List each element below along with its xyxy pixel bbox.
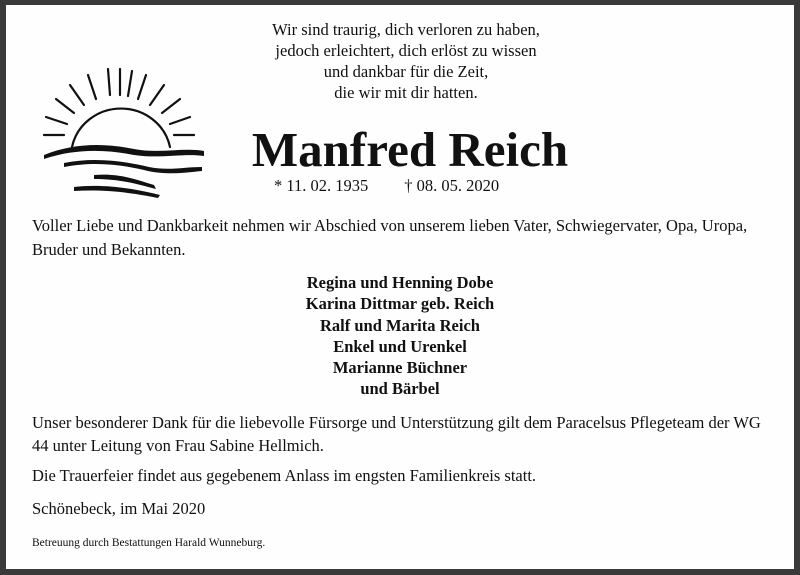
family-member: Enkel und Urenkel (333, 336, 467, 356)
death-date: † 08. 05. 2020 (404, 176, 500, 195)
family-member: Ralf und Marita Reich (320, 315, 480, 335)
poem (236, 19, 576, 103)
deceased-name: Manfred Reich (251, 122, 569, 177)
birth-date: * 11. 02. 1935 (274, 176, 369, 195)
family-list (206, 272, 594, 400)
sunset-over-hills-icon (34, 63, 214, 203)
undertaker-note: Betreuung durch Bestattungen Harald Wunneburg. (32, 537, 266, 549)
family-member: Regina und Henning Dobe (306, 273, 494, 292)
family-member: Karina Dittmar geb. Reich (305, 294, 495, 314)
poem-line: und dankbar für die Zeit, (323, 62, 489, 81)
family-member: Marianne Büchner (332, 358, 468, 378)
poem-line: jedoch erleichtert, dich erlöst zu wissen (275, 41, 537, 60)
thanks-text: Unser besonderer Dank für die liebevolle Fürsorge und Unterstützung gilt dem Paracelsus Pflegeteam der WG 44 unter Leitung von Frau Sabine Hellmich. (32, 413, 761, 455)
family-member: und Bärbel (360, 379, 440, 399)
place-date: Schönebeck, im Mai 2020 (32, 499, 206, 518)
obituary-notice (6, 5, 794, 569)
poem-line: die wir mit dir hatten. (334, 83, 478, 102)
funeral-text: Die Trauerfeier findet aus gegebenem Anlass im engsten Familienkreis statt. (32, 466, 537, 485)
life-dates (274, 176, 499, 196)
intro-text: Voller Liebe und Dankbarkeit nehmen wir Abschied von unserem lieben Vater, Schwiegervater, Opa, Uropa, Bruder und Bekannten. (32, 216, 748, 259)
poem-line: Wir sind traurig, dich verloren zu haben, (272, 20, 540, 39)
